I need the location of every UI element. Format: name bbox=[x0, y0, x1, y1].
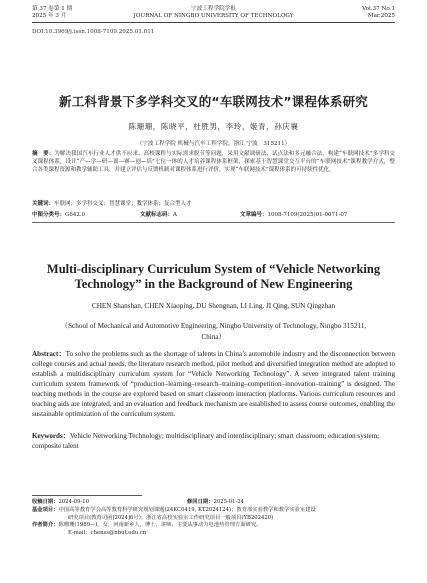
classification-line bbox=[32, 210, 395, 218]
en-keywords bbox=[32, 431, 395, 451]
header-date: 2025 年 3 月 bbox=[32, 13, 67, 19]
fund-line-2: 研究项目(教育司函[2024]6号)；浙江省高校实验室工作研究项目一般项目(YB202420) bbox=[68, 514, 274, 521]
cn-abstract-label: 摘 要： bbox=[32, 151, 55, 157]
footnote-dates bbox=[32, 499, 395, 507]
en-keywords-label: Keywords： bbox=[32, 432, 70, 440]
en-affiliation: （School of Mechanical and Automotive Engineering, Ningbo University of Technology, Ningbo 315211, China） bbox=[60, 322, 367, 341]
doi: DOI:10.3969/j.issn.1008-7109.2025.01.011 bbox=[32, 29, 155, 35]
en-abstract-text: To solve the problems such as the shortage of talents in China’s automobile industry and the disconnection between college courses and actual needs, the literature research method, pilot method and diversified integration method are adopted to establish a multidisciplinary curriculum system for “Vehicle Networking Technology”. A seven integrated talent training curriculum system framework of “production–learning–research–training–competition–innovation–training” is designed. The teaching methods in the course are explored based on smart classroom interaction platforms. Various curriculum resources and teaching aids are integrated, and an evaluation and feedback mechanism are established to assess course outcomes, enabling the sustainable optimization of the curriculum system. bbox=[32, 350, 395, 418]
fund-line-1: 中国高等教育学会高等教育科学研究规划课题(24KC0419, KT2024124)；教育部实验教学和教学实验室建设 bbox=[58, 506, 316, 513]
header-volume-issue: 第 37 卷第 1 期 bbox=[32, 6, 73, 12]
header-journal-cn: 宁波工程学院学报 bbox=[191, 6, 236, 12]
en-abstract bbox=[32, 349, 395, 419]
fund-project: 基金项目：中国高等教育学会高等教育科学研究规划课题(24KC0419, KT2024124)；教育部实验教学和教学实验室建设 bbox=[32, 506, 316, 513]
cn-keywords-label: 关键词： bbox=[32, 201, 55, 207]
revised-date: 修回日期：2025-01-24 bbox=[187, 499, 245, 505]
en-abstract-label: Abstract： bbox=[32, 350, 66, 358]
header-journal-en: JOURNAL OF NINGBO UNIVERSITY OF TECHNOLOGY bbox=[133, 13, 294, 19]
author-bio: 作者简介：陈珊珊(1989—)，女，河南新乡人，博士，讲师，主要从事动力电池热管理方面研究。 bbox=[32, 522, 262, 529]
en-keywords-text: Vehicle Networking Technology; multidisciplinary and interdisciplinary; smart classroom; education system; composite talent bbox=[32, 432, 380, 450]
en-authors: CHEN Shanshan, CHEN Xiaoping, DU Shengnan, LI Ling, JI Qing, SUN Qingzhan bbox=[91, 302, 336, 310]
en-title: Multi-disciplinary Curriculum System of “Vehicle Networking Technology” in the Background of New Engineering bbox=[46, 262, 381, 291]
clc-number: 中图分类号：G642.0 bbox=[32, 212, 86, 218]
cn-authors: 陈珊珊，陈晓平，杜胜男，李玲，姬青，孙庆襄 bbox=[128, 122, 299, 131]
author-bio-line-1: 陈珊珊(1989—)，女，河南新乡人，博士，讲师，主要从事动力电池热管理方面研究。 bbox=[58, 522, 262, 529]
author-email: E-mail：chenss@nbut.edu.cn bbox=[68, 530, 147, 537]
header-vol-no: Vol.37 No.1 bbox=[362, 6, 395, 12]
cn-abstract-text: 为解决我国汽车行业人才供不应求、高校课程与实际需求脱节等问题，采用文献调研法、试点法和多元融合法，构建“车联网技术”多学科交叉课程体系，设计“产—学—研—训—赛—创—培”七位一体的人才培养课程体系框架，探索基于智慧课堂交互平台的“车联网技术”课程教学方式，整合各类课程资源和教学辅助工具，并建立评估与反馈机制对课程体系进行评价，实现“车联网技术”课程体系的可持续性优化。 bbox=[32, 151, 395, 174]
cn-keywords-text: 车联网；多学科交叉；智慧课堂；教学体系；复合型人才 bbox=[54, 201, 192, 207]
article-number: 文章编号：1008-7109(2025)01-0071-07 bbox=[240, 212, 348, 218]
cn-affiliation: （宁波工程学院 机械与汽车工程学院，浙江 宁波 315211） bbox=[136, 141, 291, 147]
footnote bbox=[32, 499, 395, 538]
cn-abstract bbox=[32, 150, 395, 175]
received-date: 收稿日期：2024-09-10 bbox=[32, 499, 90, 505]
header-rule bbox=[32, 22, 395, 23]
cn-keywords bbox=[32, 200, 395, 208]
footnote-rule bbox=[32, 495, 142, 496]
cn-title: 新工科背景下多学科交叉的“车联网技术”课程体系研究 bbox=[59, 94, 368, 109]
header-month: Mar.2025 bbox=[367, 13, 395, 19]
running-header bbox=[32, 6, 395, 30]
document-code: 文献标志码：A bbox=[140, 212, 177, 218]
classification-rule bbox=[32, 222, 395, 223]
header-journal bbox=[32, 6, 395, 20]
header-vol-en bbox=[362, 6, 395, 20]
